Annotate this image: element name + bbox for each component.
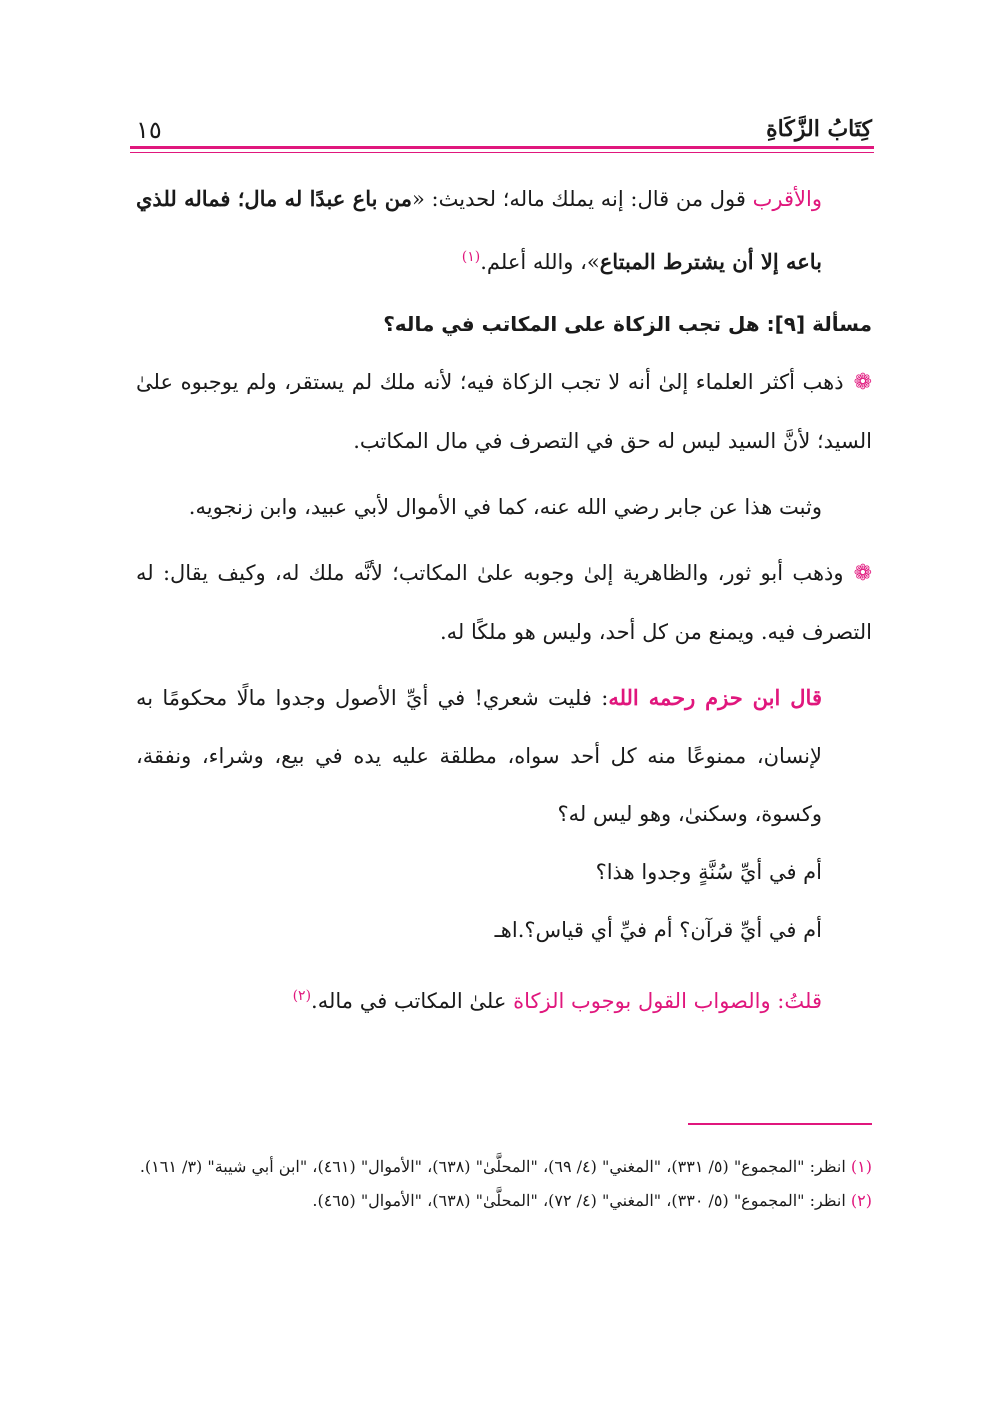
footnotes — [136, 1150, 872, 1218]
running-title: كِتَابُ الزَّكَاةِ — [766, 116, 872, 142]
footnote-separator — [688, 1123, 872, 1125]
section-number: مسألة [٩]: — [766, 312, 872, 336]
text-span: وذهب أبو ثور، والظاهرية إلىٰ وجوبه علىٰ المكاتب؛ لأنَّه ملك له، وكيف يقال: له التصرف فيه. ويمنع من كل أحد، وليس هو ملكًا له. — [136, 561, 872, 644]
main-text — [136, 170, 872, 1030]
speaker-ibn-hazm: قال ابن حزم رحمه الله — [608, 685, 822, 710]
emphasis-aqrab: والأقرب — [752, 187, 822, 211]
text-span: علىٰ المكاتب في ماله. — [311, 989, 514, 1013]
paragraph-7: أم في أيِّ قرآن؟ أم فيِّ أي قياس؟.اهـ — [494, 918, 822, 942]
page-header — [136, 110, 872, 146]
page-number: ١٥ — [136, 116, 162, 144]
footnote-ref-1[interactable]: (١) — [461, 249, 481, 265]
paragraph-8 — [136, 967, 872, 1030]
footnote-text: انظر: "المجموع" (٥/ ٣٣٠)، "المغني" (٤/ ٧٢)، "المحلَّىٰ" (٦٣٨)، "الأموال" (٤٦٥). — [312, 1191, 851, 1210]
paragraph-6: أم في أيِّ سُنَّةٍ وجدوا هذا؟ — [595, 860, 822, 884]
emphasis-qultu: قلتُ: والصواب القول بوجوب الزكاة — [513, 989, 822, 1013]
header-rule-thick — [130, 146, 874, 149]
paragraph-4 — [136, 544, 872, 661]
paragraph-5 — [136, 669, 872, 843]
footnote-text: انظر: "المجموع" (٥/ ٣٣١)، "المغني" (٤/ ٦٩)، "المحلَّىٰ" (٦٣٨)، "الأموال" (٤٦١)، "ابن أبي شيبة" (٣/ ١٦١). — [139, 1157, 851, 1176]
flower-icon: ❁ — [853, 561, 872, 586]
paragraph-1 — [136, 170, 872, 291]
hadith-text: من باع عبدًا له مال؛ فماله للذي باعه إلا أن يشترط المبتاع — [136, 186, 822, 274]
section-heading — [136, 295, 872, 353]
text-span: »، والله أعلم. — [480, 250, 600, 274]
footnote-2 — [136, 1184, 872, 1218]
footnote-number: (٢) — [850, 1191, 872, 1210]
text-span: قول من قال: إنه يملك ماله؛ لحديث: « — [412, 187, 753, 211]
flower-icon: ❁ — [853, 370, 872, 395]
footnote-ref-2[interactable]: (٢) — [292, 988, 312, 1004]
footnote-1 — [136, 1150, 872, 1184]
paragraph-2 — [136, 353, 872, 470]
text-span: ذهب أكثر العلماء إلىٰ أنه لا تجب الزكاة فيه؛ لأنه ملك لم يستقر، ولم يوجبوه علىٰ السيد؛ لأنَّ السيد ليس له حق في التصرف في مال المكاتب. — [136, 370, 872, 453]
header-rule-thin — [130, 152, 874, 153]
footnote-number: (١) — [850, 1157, 872, 1176]
paragraph-3: وثبت هذا عن جابر رضي الله عنه، كما في الأموال لأبي عبيد، وابن زنجويه. — [188, 495, 822, 519]
section-title: هل تجب الزكاة على المكاتب في ماله؟ — [383, 312, 767, 336]
text-span: : فليت شعري! في أيِّ الأصول وجدوا مالًا محكومًا به لإنسان، ممنوعًا منه كل أحد سواه، مطلقة عليه يده في بيع، وشراء، ونفقة، وكسوة، وسكنىٰ، وهو ليس له؟ — [136, 686, 822, 826]
